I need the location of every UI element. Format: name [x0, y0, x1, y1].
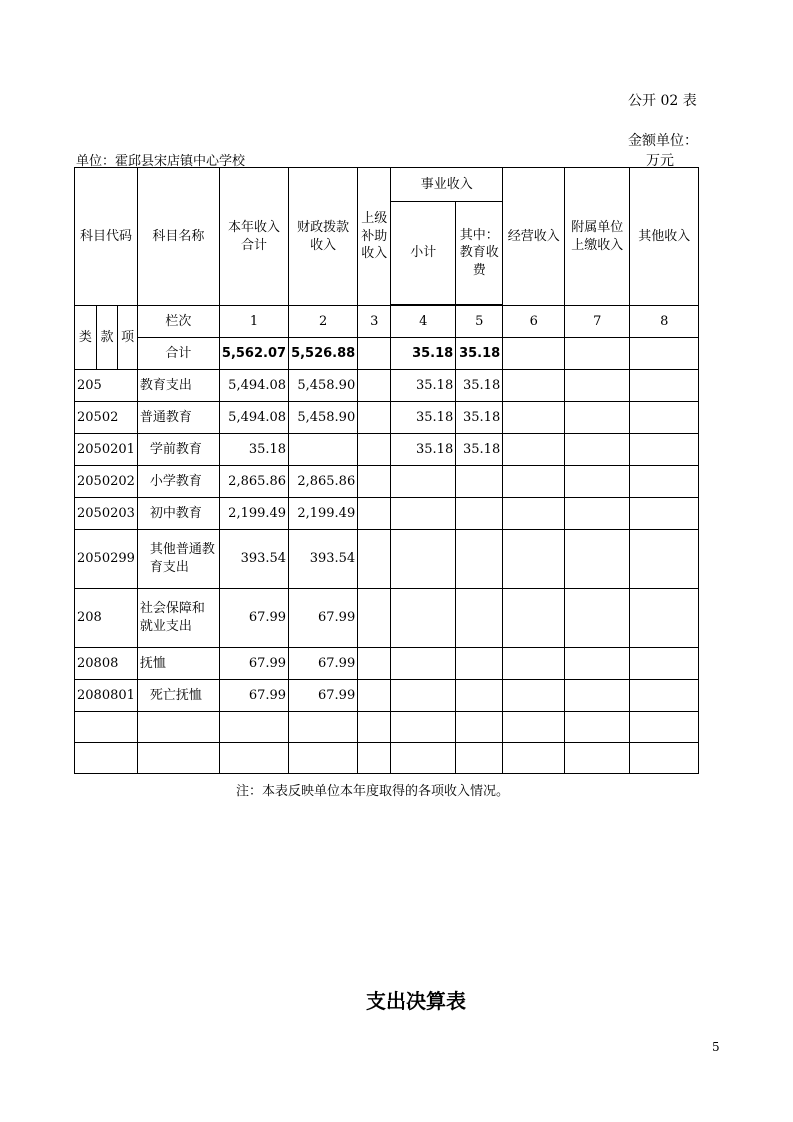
header-fiscal: 财政拨款收入 [289, 168, 358, 306]
row-total: 2,199.49 [219, 498, 288, 530]
row-fiscal: 67.99 [289, 589, 358, 648]
header-edu-fee: 其中：教育收费 [456, 202, 503, 305]
row-superior [358, 530, 391, 589]
row-other [630, 680, 699, 712]
table-row [75, 434, 699, 466]
table-row [75, 589, 699, 648]
row-operating [503, 434, 565, 466]
row-other [630, 589, 699, 648]
row-total: 2,865.86 [219, 466, 288, 498]
header-affiliate: 附属单位上缴收入 [565, 168, 630, 306]
row-operating [503, 498, 565, 530]
row-edu-fee: 35.18 [456, 402, 503, 434]
row-fiscal: 2,199.49 [289, 498, 358, 530]
col-number: 5 [456, 306, 503, 338]
row-total: 35.18 [219, 434, 288, 466]
row-subtotal: 35.18 [391, 434, 456, 466]
revenue-table [74, 167, 699, 774]
row-edu-fee [456, 589, 503, 648]
row-code: 2050299 [75, 530, 138, 589]
row-operating [503, 402, 565, 434]
row-name: 死亡抚恤 [137, 680, 219, 712]
header-code: 科目代码 [75, 168, 138, 306]
table-row [75, 466, 699, 498]
header-xiang: 项 [118, 306, 138, 370]
row-total: 393.54 [219, 530, 288, 589]
page-number: 5 [712, 1040, 720, 1054]
row-name: 社会保障和就业支出 [137, 589, 219, 648]
summary-other [630, 338, 699, 370]
row-fiscal: 5,458.90 [289, 402, 358, 434]
organization-name: 单位：霍邱县宋店镇中心学校 [76, 154, 246, 169]
row-total: 67.99 [219, 648, 288, 680]
row-subtotal: 35.18 [391, 370, 456, 402]
empty-row [75, 743, 699, 774]
header-superior: 上级补助收入 [358, 168, 391, 306]
header-total: 本年收入合计 [219, 168, 288, 306]
row-total: 67.99 [219, 680, 288, 712]
row-subtotal [391, 530, 456, 589]
row-name: 小学教育 [137, 466, 219, 498]
row-superior [358, 648, 391, 680]
table-row [75, 680, 699, 712]
table-row [75, 530, 699, 589]
row-other [630, 402, 699, 434]
col-number: 1 [219, 306, 288, 338]
row-operating [503, 370, 565, 402]
col-number: 4 [391, 306, 456, 338]
row-fiscal [289, 434, 358, 466]
summary-operating [503, 338, 565, 370]
row-edu-fee: 35.18 [456, 370, 503, 402]
col-number: 2 [289, 306, 358, 338]
row-superior [358, 402, 391, 434]
row-subtotal [391, 648, 456, 680]
row-affiliate [565, 402, 630, 434]
row-affiliate [565, 434, 630, 466]
summary-fiscal: 5,526.88 [289, 338, 358, 370]
form-number: 公开 02 表 [628, 93, 697, 109]
row-other [630, 648, 699, 680]
table-row [75, 498, 699, 530]
row-subtotal: 35.18 [391, 402, 456, 434]
row-operating [503, 648, 565, 680]
row-subtotal [391, 466, 456, 498]
row-superior [358, 370, 391, 402]
amount-unit-label: 金额单位： [628, 133, 698, 149]
row-superior [358, 434, 391, 466]
row-edu-fee [456, 648, 503, 680]
row-subtotal [391, 680, 456, 712]
row-total: 5,494.08 [219, 370, 288, 402]
row-name: 学前教育 [137, 434, 219, 466]
row-operating [503, 680, 565, 712]
col-number: 6 [503, 306, 565, 338]
row-superior [358, 498, 391, 530]
row-affiliate [565, 530, 630, 589]
row-operating [503, 530, 565, 589]
row-operating [503, 589, 565, 648]
row-edu-fee [456, 498, 503, 530]
row-fiscal: 67.99 [289, 680, 358, 712]
table-row [75, 370, 699, 402]
table-row [75, 402, 699, 434]
header-subtotal: 小计 [391, 202, 456, 305]
header-name: 科目名称 [137, 168, 219, 306]
col-number: 3 [358, 306, 391, 338]
row-superior [358, 589, 391, 648]
row-other [630, 530, 699, 589]
row-code: 20808 [75, 648, 138, 680]
row-other [630, 370, 699, 402]
row-total: 67.99 [219, 589, 288, 648]
section-title: 支出决算表 [366, 989, 466, 1013]
row-fiscal: 393.54 [289, 530, 358, 589]
row-name: 抚恤 [137, 648, 219, 680]
row-affiliate [565, 498, 630, 530]
row-code: 205 [75, 370, 138, 402]
row-name: 初中教育 [137, 498, 219, 530]
summary-total: 5,562.07 [219, 338, 288, 370]
summary-label: 合计 [137, 338, 219, 370]
row-edu-fee [456, 680, 503, 712]
header-lei: 类 [75, 306, 97, 370]
row-superior [358, 466, 391, 498]
row-superior [358, 680, 391, 712]
row-edu-fee [456, 466, 503, 498]
header-lanci: 栏次 [137, 306, 219, 338]
row-code: 2050203 [75, 498, 138, 530]
row-other [630, 498, 699, 530]
row-code: 208 [75, 589, 138, 648]
summary-superior [358, 338, 391, 370]
header-kuan: 款 [96, 306, 118, 370]
row-edu-fee [456, 530, 503, 589]
row-fiscal: 2,865.86 [289, 466, 358, 498]
row-operating [503, 466, 565, 498]
empty-row [75, 712, 699, 743]
row-code: 2050201 [75, 434, 138, 466]
row-affiliate [565, 648, 630, 680]
header-business-group: 事业收入 [391, 168, 503, 202]
table-note: 注：本表反映单位本年度取得的各项收入情况。 [236, 784, 510, 799]
col-number: 8 [630, 306, 699, 338]
col-number: 7 [565, 306, 630, 338]
header-operating: 经营收入 [503, 168, 565, 306]
row-affiliate [565, 589, 630, 648]
row-code: 2080801 [75, 680, 138, 712]
row-name: 普通教育 [137, 402, 219, 434]
row-affiliate [565, 466, 630, 498]
summary-affiliate [565, 338, 630, 370]
row-affiliate [565, 680, 630, 712]
row-affiliate [565, 370, 630, 402]
row-other [630, 466, 699, 498]
summary-edu-fee: 35.18 [456, 338, 503, 370]
table-row [75, 648, 699, 680]
amount-unit-value: 万元 [646, 153, 674, 169]
row-fiscal: 67.99 [289, 648, 358, 680]
row-fiscal: 5,458.90 [289, 370, 358, 402]
header-other: 其他收入 [630, 168, 699, 306]
row-code: 20502 [75, 402, 138, 434]
row-total: 5,494.08 [219, 402, 288, 434]
row-edu-fee: 35.18 [456, 434, 503, 466]
row-code: 2050202 [75, 466, 138, 498]
row-name: 其他普通教育支出 [137, 530, 219, 589]
row-other [630, 434, 699, 466]
row-subtotal [391, 498, 456, 530]
row-subtotal [391, 589, 456, 648]
summary-subtotal: 35.18 [391, 338, 456, 370]
row-name: 教育支出 [137, 370, 219, 402]
